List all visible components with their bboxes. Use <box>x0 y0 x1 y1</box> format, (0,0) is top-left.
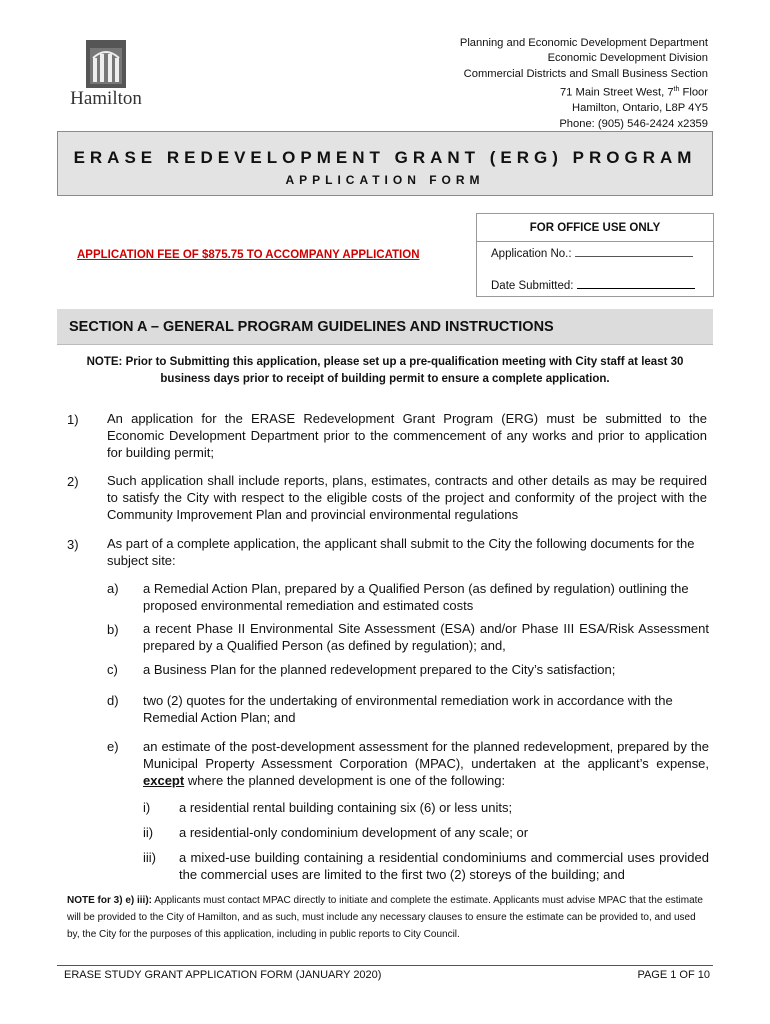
address-line: Planning and Economic Development Department <box>459 37 708 49</box>
roman-item-number: iii) <box>143 850 156 865</box>
address-line: Phone: (905) 546-2424 x2359 <box>559 117 708 130</box>
roman-item-number: i) <box>143 800 151 815</box>
pre-qualification-note: NOTE: Prior to Submitting this application, please set up a pre-qualification meeting with City staff at least 30 business days prior to receipt of building permit to ensure a complete application. <box>86 356 684 385</box>
date-submitted-field[interactable]: Date Submitted: <box>491 278 695 292</box>
section-a-title: SECTION A – GENERAL PROGRAM GUIDELINES AND INSTRUCTIONS <box>69 319 554 335</box>
page-number: PAGE 1 OF 10 <box>637 969 710 981</box>
item-number: 3) <box>67 537 79 552</box>
sub-item-letter: d) <box>107 693 119 708</box>
item-number: 2) <box>67 474 79 489</box>
sub-list-item: a Remedial Action Plan, prepared by a Qualified Person (as defined by regulation) outlining the proposed environmental remediation and estimated costs <box>143 581 689 613</box>
footer-form-name: ERASE STUDY GRANT APPLICATION FORM (JANUARY 2020) <box>64 969 382 981</box>
roman-list-item: a residential-only condominium development of any scale; or <box>179 825 529 840</box>
sub-list-item: a recent Phase II Environmental Site Assessment (ESA) and/or Phase III ESA/Risk Assessment prepared by a Qualified Person (as defined by regulation); and, <box>143 621 709 653</box>
address-line: 71 Main Street West, 7th Floor <box>559 86 708 99</box>
office-use-divider <box>477 241 713 242</box>
roman-list-item: a residential rental building containing six (6) or less units; <box>179 800 513 815</box>
item-number: 1) <box>67 412 79 427</box>
section-a-header <box>57 309 713 345</box>
except-emphasis: except <box>143 773 185 788</box>
form-subtitle: APPLICATION FORM <box>285 173 485 187</box>
list-item: Such application shall include reports, plans, estimates, contracts and other details as may be required to satisfy the City with respect to the eligible costs of the project and conformity of the project with the Community Improvement Plan and provincial environmental regulations <box>107 473 707 522</box>
office-use-title: FOR OFFICE USE ONLY <box>529 222 661 234</box>
program-title: ERASE REDEVELOPMENT GRANT (ERG) PROGRAM <box>73 148 697 167</box>
sub-item-letter: c) <box>107 662 118 677</box>
application-no-field[interactable]: Application No.: <box>491 246 693 260</box>
sub-list-item: an estimate of the post-development assessment for the planned redevelopment, prepared by the Municipal Property Assessment Corporation (MPAC), undertaken at the applicant’s expense, except where the planned development is one of the following: <box>143 739 709 788</box>
title-banner <box>57 131 713 196</box>
list-item: An application for the ERASE Redevelopment Grant Program (ERG) must be submitted to the Economic Development Department prior to the commencement of any works and prior to application for building permit; <box>107 411 707 460</box>
address-line: Economic Development Division <box>547 52 708 65</box>
roman-item-number: ii) <box>143 825 154 840</box>
mpac-note: NOTE for 3) e) iii): Applicants must contact MPAC directly to initiate and complete the estimate. Applicants must advise MPAC that the estimate will be provided to the City of Hamilton, and as such, must include any necessary clauses to ensure the estimate can be provided to, and used by, the City for the purposes of this application, including in public reports to City Council. <box>67 895 703 940</box>
sub-item-letter: e) <box>107 739 119 754</box>
sub-item-letter: b) <box>107 622 119 637</box>
department-address <box>460 36 708 132</box>
roman-list-item: a mixed-use building containing a residential condominiums and commercial uses provided the commercial uses are limited to the first two (2) storeys of the building; and <box>179 850 709 882</box>
sub-item-letter: a) <box>107 581 119 596</box>
footer-divider <box>57 965 713 966</box>
office-use-box <box>476 213 714 297</box>
sub-list-item: two (2) quotes for the undertaking of environmental remediation work in accordance with the Remedial Action Plan; and <box>143 693 673 725</box>
address-line: Hamilton, Ontario, L8P 4Y5 <box>572 102 708 115</box>
application-fee-notice: APPLICATION FEE OF $875.75 TO ACCOMPANY APPLICATION <box>77 249 420 261</box>
logo-wordmark: Hamilton <box>70 88 142 109</box>
list-item: As part of a complete application, the applicant shall submit to the City the following documents for the subject site: <box>107 536 695 568</box>
sub-list-item: a Business Plan for the planned redevelopment prepared to the City’s satisfaction; <box>143 662 616 677</box>
address-line: Commercial Districts and Small Business Section <box>463 67 708 80</box>
